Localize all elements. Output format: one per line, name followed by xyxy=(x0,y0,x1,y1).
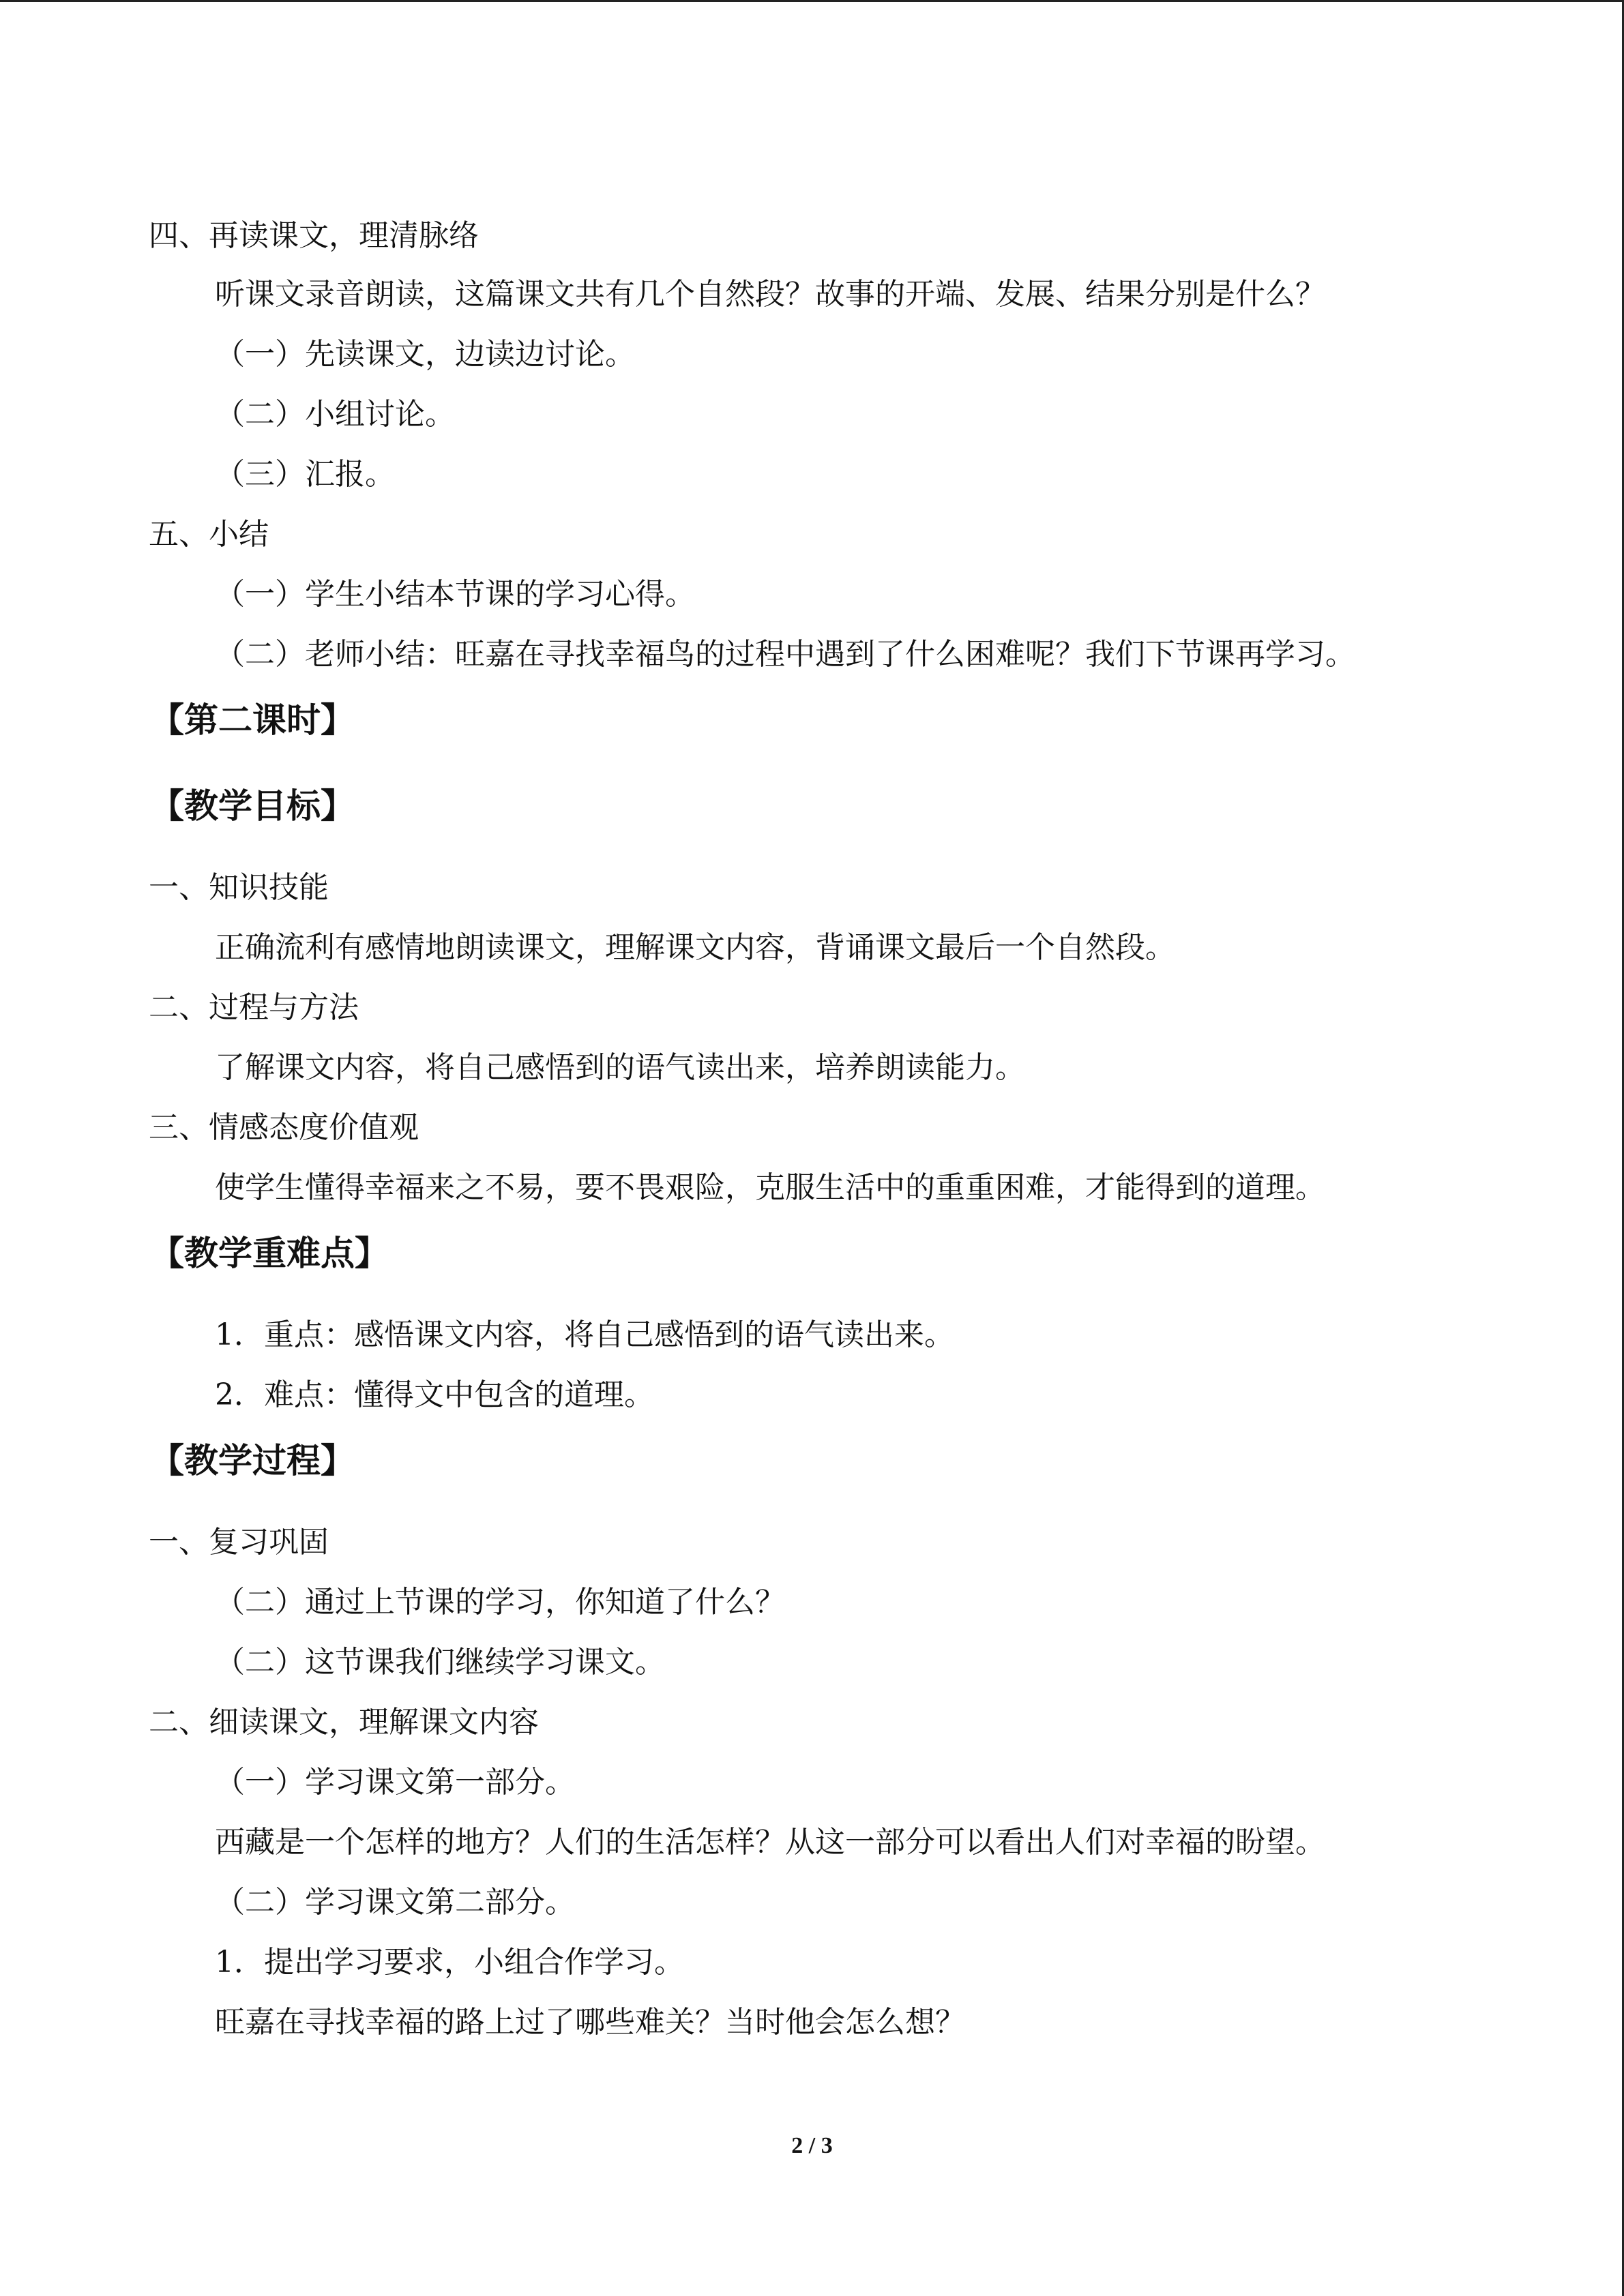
list-item: 2．难点：懂得文中包含的道理。 xyxy=(215,1377,654,1412)
paragraph: 西藏是一个怎样的地方？人们的生活怎样？从这一部分可以看出人们对幸福的盼望。 xyxy=(215,1825,1325,1860)
section-heading-reread: 四、再读课文，理清脉络 xyxy=(149,218,479,253)
page-number: 2 / 3 xyxy=(791,2133,833,2158)
section-heading-values: 三、情感态度价值观 xyxy=(149,1110,419,1145)
section-heading-close-reading: 二、细读课文，理解课文内容 xyxy=(149,1705,539,1740)
list-item: （二）这节课我们继续学习课文。 xyxy=(215,1645,665,1680)
paragraph: 使学生懂得幸福来之不易，要不畏艰险，克服生活中的重重困难，才能得到的道理。 xyxy=(215,1170,1325,1205)
section-heading-summary: 五、小结 xyxy=(149,517,269,552)
list-item: （二）老师小结：旺嘉在寻找幸福鸟的过程中遇到了什么困难呢？我们下节课再学习。 xyxy=(215,637,1355,672)
list-item: （二）小组讨论。 xyxy=(215,397,455,432)
list-item: （一）先读课文，边读边讨论。 xyxy=(215,337,635,372)
paragraph: 正确流利有感情地朗读课文，理解课文内容，背诵课文最后一个自然段。 xyxy=(215,930,1175,965)
section-heading-knowledge: 一、知识技能 xyxy=(149,870,329,905)
list-item: （三）汇报。 xyxy=(215,457,395,492)
heading-teaching-goals: 【教学目标】 xyxy=(150,786,355,826)
paragraph: 旺嘉在寻找幸福的路上过了哪些难关？当时他会怎么想？ xyxy=(215,2005,965,2040)
list-item: （一）学生小结本节课的学习心得。 xyxy=(215,577,695,612)
list-item: （二）通过上节课的学习，你知道了什么？ xyxy=(215,1585,785,1620)
paragraph: 了解课文内容，将自己感悟到的语气读出来，培养朗读能力。 xyxy=(215,1050,1025,1085)
heading-second-lesson: 【第二课时】 xyxy=(150,700,355,740)
list-item: 1．重点：感悟课文内容，将自己感悟到的语气读出来。 xyxy=(215,1317,954,1352)
list-item: 1．提出学习要求，小组合作学习。 xyxy=(215,1945,684,1980)
list-item: （二）学习课文第二部分。 xyxy=(215,1885,575,1920)
heading-key-points: 【教学重难点】 xyxy=(150,1234,389,1273)
section-heading-review: 一、复习巩固 xyxy=(149,1525,329,1560)
heading-teaching-process: 【教学过程】 xyxy=(150,1441,355,1480)
section-heading-process: 二、过程与方法 xyxy=(149,990,359,1025)
paragraph: 听课文录音朗读，这篇课文共有几个自然段？故事的开端、发展、结果分别是什么？ xyxy=(215,277,1325,312)
list-item: （一）学习课文第一部分。 xyxy=(215,1765,575,1800)
page-border-top xyxy=(0,0,1624,2)
